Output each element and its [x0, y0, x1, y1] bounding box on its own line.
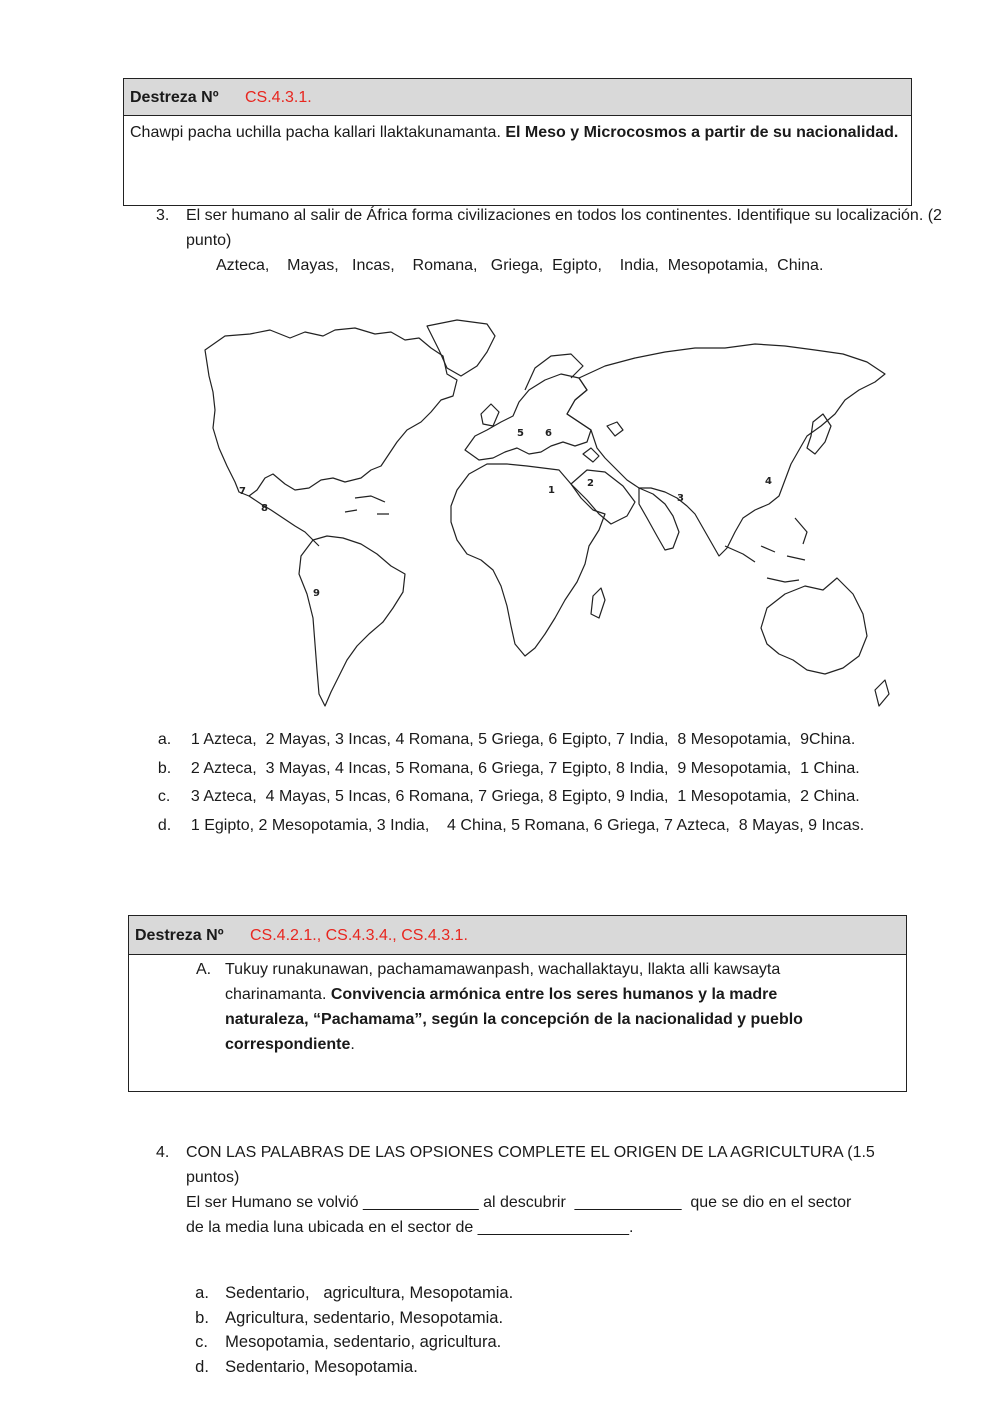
option-text: 1 Azteca, 2 Mayas, 3 Incas, 4 Romana, 5 Griega, 6 Egipto, 7 India, 8 Mesopotamia, 9China.	[190, 731, 856, 748]
world-map	[195, 318, 895, 710]
destreza-description-1	[124, 116, 911, 149]
option-text: Agricultura, sedentario, Mesopotamia.	[225, 1309, 504, 1327]
option-letter: b.	[157, 760, 172, 777]
map-marker-2: 2	[587, 478, 594, 489]
option-text: Sedentario, agricultura, Mesopotamia.	[225, 1284, 514, 1302]
australia-outline	[761, 578, 867, 674]
option-letter: d.	[195, 1358, 209, 1376]
destreza-item-a	[129, 955, 865, 1057]
question-4-title: CON LAS PALABRAS DE LAS OPSIONES COMPLETE EL ORIGEN DE LA AGRICULTURA (1.5 puntos)	[186, 1144, 875, 1186]
option-text: 2 Azteca, 3 Mayas, 4 Incas, 5 Romana, 6 Griega, 7 Egipto, 8 India, 9 Mesopotamia, 1 China.	[190, 760, 860, 777]
destreza-label: Destreza Nº	[130, 89, 219, 106]
destreza-label: Destreza Nº	[135, 927, 224, 944]
option-text: 1 Egipto, 2 Mesopotamia, 3 India, 4 China, 5 Romana, 6 Griega, 7 Azteca, 8 Mayas, 9 Incas.	[190, 817, 865, 834]
destreza-box-2	[128, 915, 907, 1092]
item-end: .	[350, 1036, 355, 1053]
option-letter: a.	[157, 731, 172, 748]
destreza-header-1	[124, 79, 911, 116]
option-letter: d.	[157, 817, 172, 834]
option-letter: c.	[195, 1333, 209, 1351]
question-4-option-d[interactable]	[186, 1339, 418, 1377]
central-america-outline	[249, 496, 319, 546]
question-4-line-2: de la media luna ubicada en el sector de _________________.	[186, 1219, 634, 1236]
destreza-box-1	[123, 78, 912, 206]
map-marker-8: 8	[261, 503, 268, 514]
item-text: Tukuy runakunawan, pachamamawanpash, wachallaktayu, llakta alli kawsayta charinamanta.	[225, 961, 781, 1003]
map-marker-7: 7	[239, 486, 246, 497]
map-marker-5: 5	[517, 428, 524, 439]
destreza-code: CS.4.2.1., CS.4.3.4., CS.4.3.1.	[250, 927, 468, 944]
option-letter: a.	[195, 1284, 209, 1302]
map-marker-6: 6	[545, 428, 552, 439]
map-marker-4: 4	[765, 476, 772, 487]
south-america-outline	[299, 536, 405, 706]
option-text: 3 Azteca, 4 Mayas, 5 Incas, 6 Romana, 7 Griega, 8 Egipto, 9 India, 1 Mesopotamia, 2 China.	[190, 788, 860, 805]
option-letter: c.	[157, 788, 171, 805]
destreza-header-2	[129, 916, 906, 955]
question-4-line-1: El ser Humano se volvió _____________ al descubrir ____________ que se dio en el sector	[186, 1194, 852, 1211]
question-3-option-d[interactable]	[149, 799, 864, 835]
map-marker-1: 1	[548, 485, 555, 496]
question-4-number: 4.	[156, 1144, 170, 1161]
greenland-outline	[427, 320, 495, 376]
item-bold: Convivencia armónica entre los seres humanos y la madre naturaleza, “Pachamama”, según la concepción de la nacionalidad y pueblo correspondiente	[225, 986, 803, 1053]
question-3-number: 3.	[156, 207, 170, 224]
question-3-text: El ser humano al salir de África forma civilizaciones en todos los continentes. Identifique su localización. (2 punto)	[186, 207, 942, 249]
option-text: Sedentario, Mesopotamia.	[225, 1358, 418, 1376]
item-letter: A.	[196, 961, 212, 978]
africa-outline	[451, 464, 605, 656]
map-marker-9: 9	[313, 588, 320, 599]
north-america-outline	[205, 328, 457, 496]
destreza-code: CS.4.3.1.	[245, 89, 312, 106]
india-outline	[639, 488, 679, 550]
option-letter: b.	[195, 1309, 209, 1327]
description-text: Chawpi pacha uchilla pacha kallari llaktakunamanta.	[130, 124, 506, 141]
description-bold: El Meso y Microcosmos a partir de su nacionalidad.	[505, 124, 899, 141]
option-text: Mesopotamia, sedentario, agricultura.	[225, 1333, 502, 1351]
map-marker-3: 3	[677, 493, 684, 504]
question-3-word-list: Azteca, Mayas, Incas, Romana, Griega, Egipto, India, Mesopotamia, China.	[216, 257, 824, 274]
asia-outline	[567, 344, 885, 556]
